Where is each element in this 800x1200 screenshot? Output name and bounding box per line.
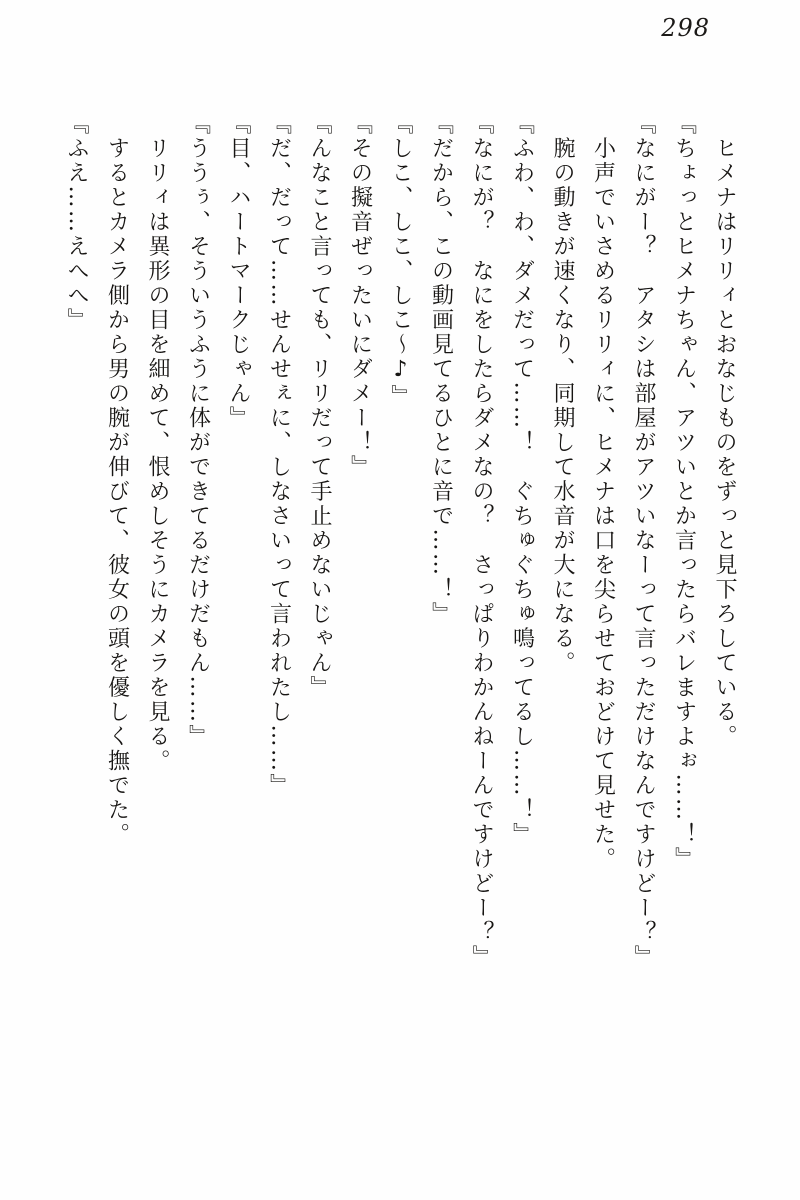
text-line: 『なにが？ なにをしたらダメなの？ さっぱりわかんねーんですけどー？』 (469, 112, 494, 970)
text-line: 『んなこと言っても、リリだって手止めないじゃん』 (307, 112, 332, 700)
text-line: 『しこ、しこ、しこ〜♪』 (388, 112, 413, 409)
text-line: 腕の動きが速くなり、同期して水音が大になる。 (550, 112, 575, 676)
text-line: 『目、ハートマークじゃん』 (226, 112, 251, 431)
text-line: 『ちょっとヒメナちゃん、アツいとか言ったらバレますよぉ……！』 (671, 112, 697, 872)
text-line: リリィは異形の目を細めて、恨めしそうにカメラを見る。 (145, 112, 170, 774)
text-line: 『ううぅ、そういうふうに体ができてるだけだもん……』 (185, 112, 211, 749)
text-line: 『ふえ……えへへ』 (64, 112, 89, 333)
text-line: 『ふわ、わ、ダメだって……！ ぐちゅぐちゅ鳴ってるし……！』 (509, 112, 535, 847)
text-line: 『だ、だって……せんせぇに、しなさいって言われたし……』 (266, 112, 292, 798)
text-line: ヒメナはリリィとおなじものをずっと見下ろしている。 (712, 112, 737, 749)
text-line: 『その擬音ぜったいにダメー！』 (347, 112, 373, 480)
text-line: 小声でいさめるリリィに、ヒメナは口を尖らせておどけて見せた。 (590, 112, 616, 872)
vertical-text-block (56, 112, 745, 1102)
text-line: 『なにがー？ アタシは部屋がアツいなーって言っただけなんですけどー？』 (631, 112, 656, 970)
page-number: 298 (661, 14, 710, 42)
text-line: 『だから、この動画見てるひとに音で……！』 (428, 112, 454, 627)
text-line: するとカメラ側から男の腕が伸びて、彼女の頭を優しく撫でた。 (104, 112, 130, 847)
